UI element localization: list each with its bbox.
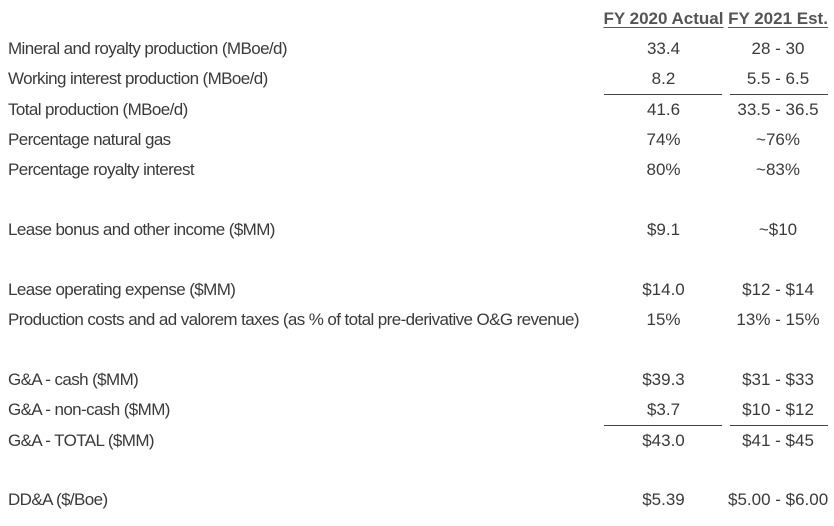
row-label: Mineral and royalty production (MBoe/d) [8,39,287,58]
table-row-mineral-royalty-production [0,34,834,64]
fy2020-value: 8.2 [651,69,676,88]
table-row-ga-total [0,426,834,456]
row-label: Production costs and ad valorem taxes (as % of total pre-derivative O&G revenue) [8,310,579,329]
fy2021-value: $41 - $45 [742,431,814,450]
fy2021-value: $5.00 - $6.00 [728,490,829,509]
fy2021-value: 13% - 15% [736,310,820,329]
table-row-production-costs-ad-valorem [0,305,834,335]
table-row-lease-bonus-income [0,215,834,245]
fy2020-value: $9.1 [646,220,681,239]
row-label: Total production (MBoe/d) [8,100,188,119]
fy2021-value: $10 - $12 [742,400,814,419]
row-label: Lease operating expense ($MM) [8,280,236,299]
column-header-fy2020-actual: FY 2020 Actual [603,9,724,28]
fy2020-value: $14.0 [642,280,685,299]
table-row-lease-operating-expense [0,275,834,305]
fy2020-value: $3.7 [646,400,681,419]
fy2021-value: $31 - $33 [742,370,814,389]
table-row-working-interest-production [0,64,834,94]
fy2020-value: $43.0 [642,431,685,450]
fy2020-value: 80% [646,160,681,179]
row-label: G&A - non-cash ($MM) [8,400,170,419]
table-row-percentage-natural-gas [0,125,834,155]
fy2021-value: ~$10 [758,220,798,239]
fy2021-value: ~76% [756,130,800,149]
table-row-percentage-royalty-interest [0,155,834,185]
fy2020-value: $39.3 [642,370,685,389]
row-label: G&A - TOTAL ($MM) [8,431,154,450]
row-label: Percentage natural gas [8,130,171,149]
fy2020-value: 33.4 [646,39,681,58]
fy2020-value: 41.6 [646,100,681,119]
fy2021-value: 28 - 30 [751,39,805,58]
fy2020-value: $5.39 [642,490,685,509]
row-label: G&A - cash ($MM) [8,370,139,389]
fy2020-value: 15% [646,310,681,329]
fy2020-value: 74% [646,130,681,149]
table-row-dda [0,485,834,515]
row-label: Lease bonus and other income ($MM) [8,220,275,239]
table-row-total-production [0,95,834,125]
row-label: DD&A ($/Boe) [8,490,108,509]
column-header-fy2021-est: FY 2021 Est. [728,9,828,28]
table-row-ga-non-cash [0,395,834,425]
table-row-ga-cash [0,365,834,395]
fy2021-value: $12 - $14 [742,280,814,299]
fy2021-value: 33.5 - 36.5 [737,100,819,119]
row-label: Percentage royalty interest [8,160,195,179]
row-label: Working interest production (MBoe/d) [8,69,268,88]
fy2021-value: 5.5 - 6.5 [746,69,810,88]
fy2021-value: ~83% [756,160,800,179]
